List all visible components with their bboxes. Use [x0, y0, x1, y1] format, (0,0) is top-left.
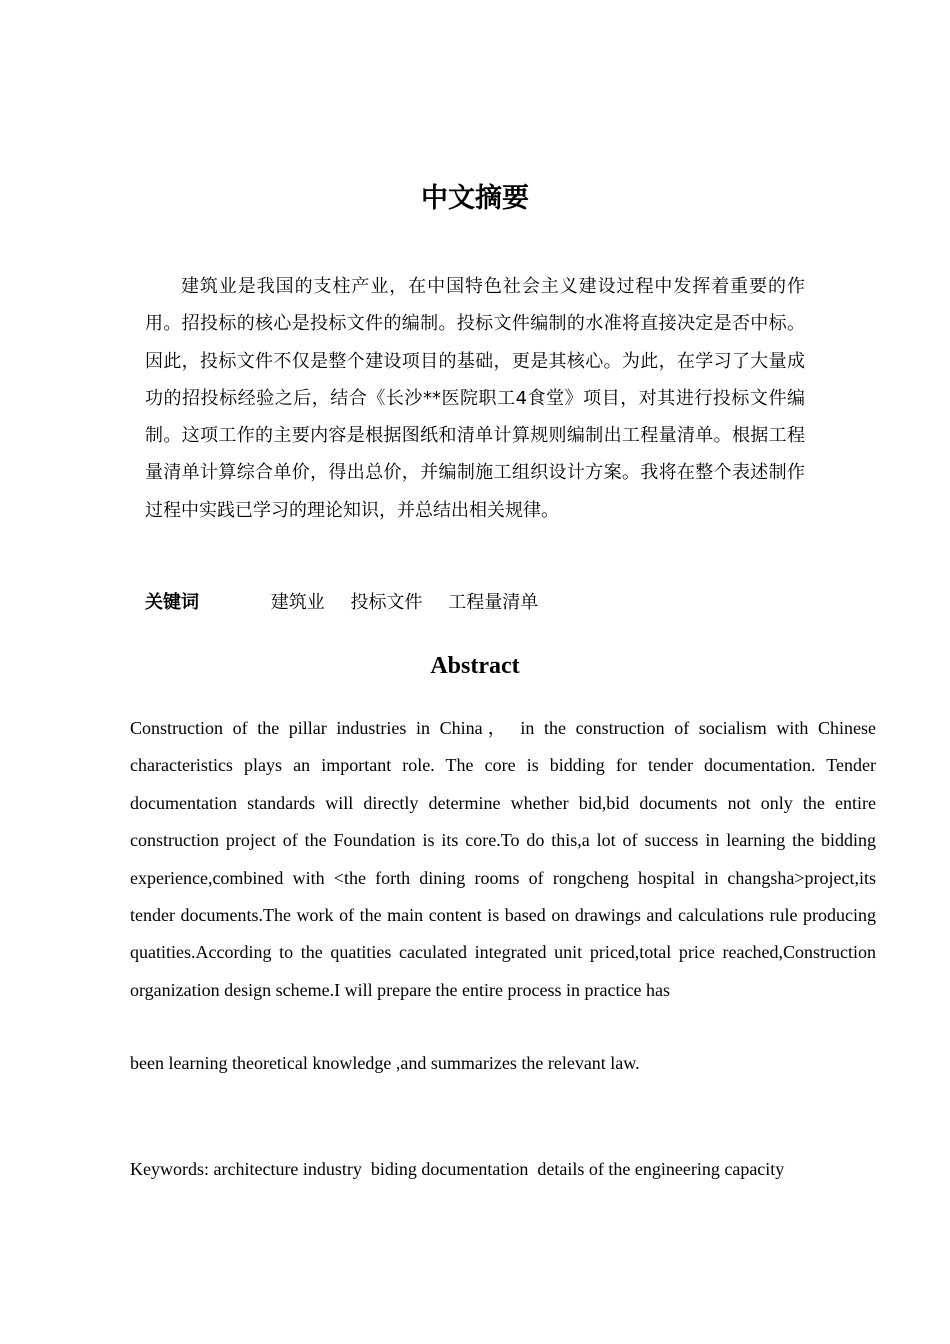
- chinese-keywords: [145, 588, 805, 618]
- english-abstract-body: Construction of the pillar industries in China， in the construction of socialism with Chinese characteristics plays an important role. The core is bidding for tender documentation. Tender documentation standards will directly determine whether bid,bid documents not only the entire construction project of the Foundation is its core.To do this,a lot of success in learning the bidding experience,combined with <the forth dining rooms of rongcheng hospital in changsha>project,its tender documents.The work of the main content is based on drawings and calculations rule producing quatities.According to the quatities caculated integrated unit priced,total price reached,Construction organization design scheme.I will prepare the entire process in practice has: [130, 718, 876, 1000]
- chinese-abstract-title: 中文摘要: [421, 183, 529, 214]
- english-abstract-title: Abstract: [430, 653, 520, 679]
- chinese-keyword-item: 工程量清单: [448, 592, 539, 613]
- chinese-keywords-label: 关键词: [145, 592, 199, 613]
- english-abstract-tail: been learning theoretical knowledge ,and summarizes the relevant law.: [130, 1053, 640, 1073]
- english-keywords: Keywords: architecture industry biding documentation details of the engineering capacity: [130, 1159, 785, 1179]
- chinese-keyword-item: 投标文件: [350, 592, 423, 613]
- chinese-keyword-item: 建筑业: [270, 592, 325, 613]
- chinese-abstract-body: 建筑业是我国的支柱产业，在中国特色社会主义建设过程中发挥着重要的作用。招投标的核心是投标文件的编制。投标文件编制的水准将直接决定是否中标。因此，投标文件不仅是整个建设项目的基础，更是其核心。为此，在学习了大量成功的招投标经验之后，结合《长沙**医院职工4食堂》项目，对其进行投标文件编制。这项工作的主要内容是根据图纸和清单计算规则编制出工程量清单。根据工程量清单计算综合单价，得出总价，并编制施工组织设计方案。我将在整个表述制作过程中实践已学习的理论知识，并总结出相关规律。: [145, 276, 805, 521]
